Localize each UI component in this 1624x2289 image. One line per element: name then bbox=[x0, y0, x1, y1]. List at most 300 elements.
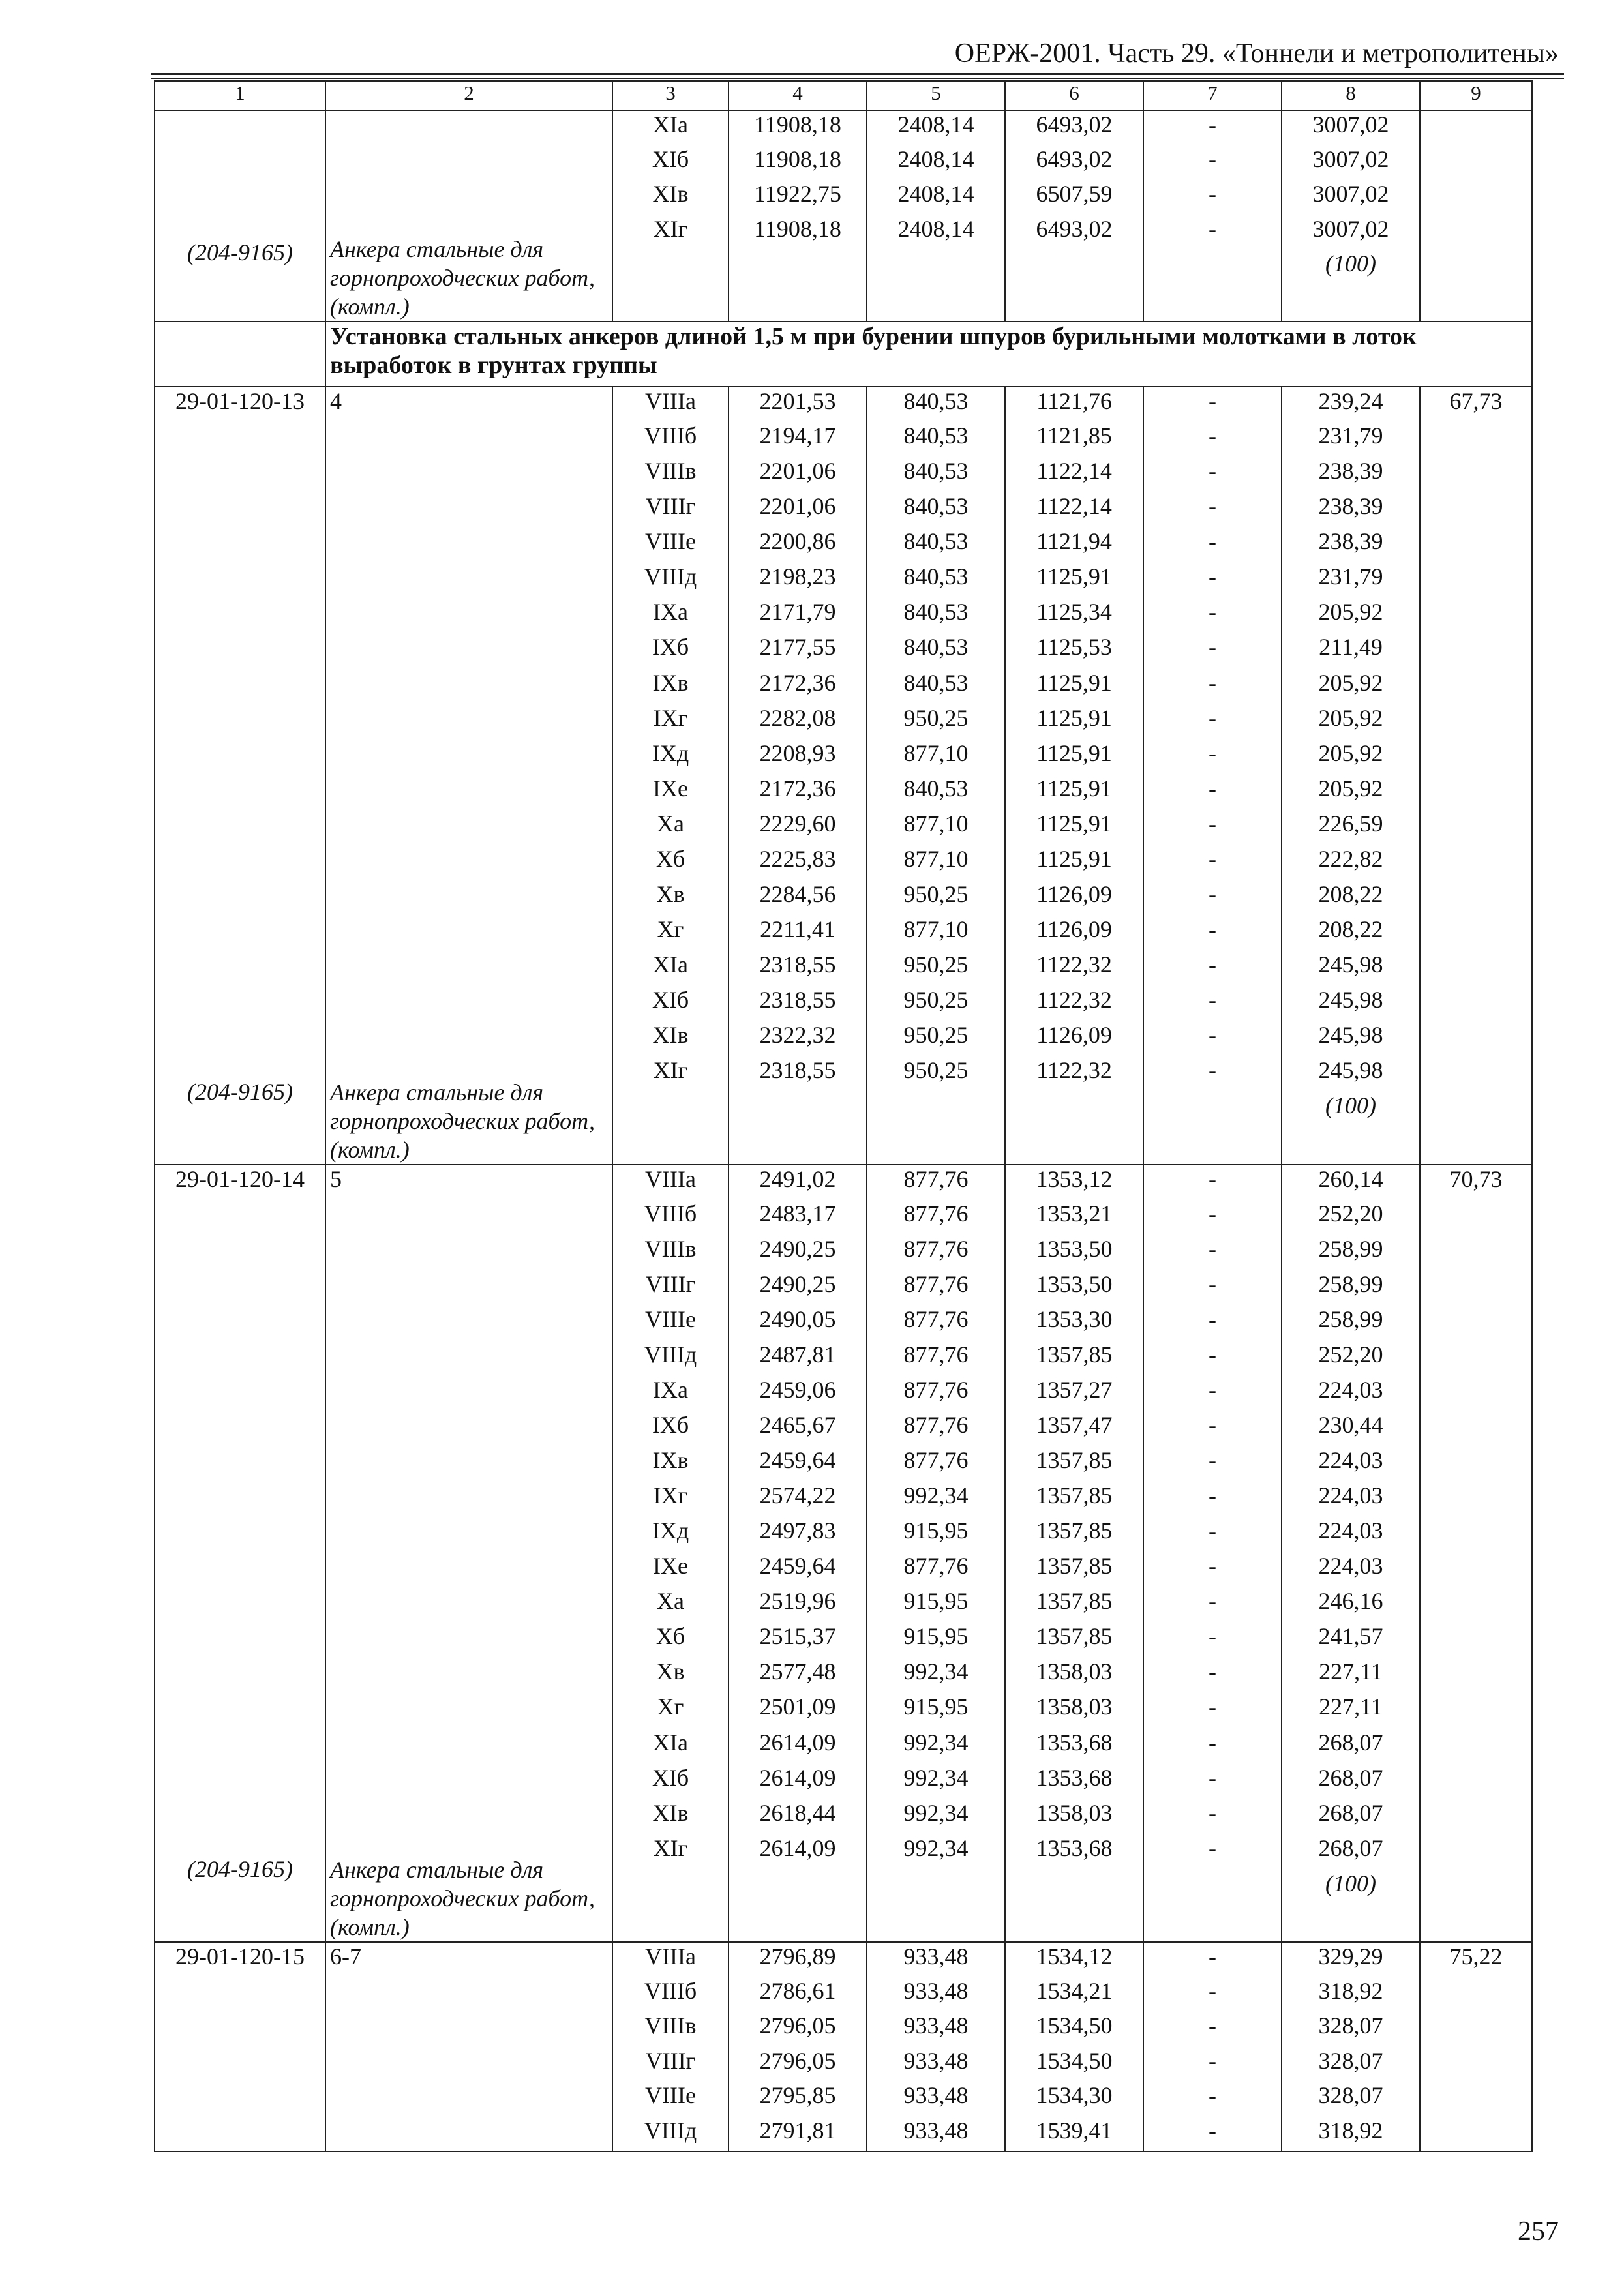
cell-group-class: XIа bbox=[612, 110, 729, 145]
cell-direct-cost: 2487,81 bbox=[729, 1341, 867, 1376]
cell-group-class: VIIIг bbox=[612, 1270, 729, 1306]
cell-materials-cost: 268,07 bbox=[1282, 1729, 1420, 1764]
cell-materials-cost: 224,03 bbox=[1282, 1552, 1420, 1587]
column-number: 8 bbox=[1282, 81, 1420, 110]
cell-operators-wage: - bbox=[1143, 810, 1282, 845]
cell-direct-cost: 2208,93 bbox=[729, 740, 867, 775]
cell-labor-cost: 877,76 bbox=[867, 1446, 1005, 1482]
cell-machine-cost: 1125,91 bbox=[1005, 775, 1143, 810]
column-number: 9 bbox=[1420, 81, 1532, 110]
cell-operators-wage: - bbox=[1143, 775, 1282, 810]
cell-labor-cost: 950,25 bbox=[867, 880, 1005, 916]
cell-labor-cost: 840,53 bbox=[867, 492, 1005, 528]
cell-group-class: XIв bbox=[612, 180, 729, 215]
cell-direct-cost: 2490,05 bbox=[729, 1306, 867, 1341]
cell-direct-cost: 2483,17 bbox=[729, 1200, 867, 1235]
cell-operators-wage: - bbox=[1143, 1306, 1282, 1341]
cell-direct-cost: 2201,53 bbox=[729, 387, 867, 422]
empty-cell bbox=[867, 250, 1005, 322]
cell-materials-cost: 227,11 bbox=[1282, 1693, 1420, 1728]
cell-labor-cost: 877,76 bbox=[867, 1376, 1005, 1411]
cell-operators-wage: - bbox=[1143, 563, 1282, 598]
code-cell bbox=[155, 110, 325, 322]
empty-cell bbox=[1143, 1870, 1282, 1942]
cell-group-class: VIIIг bbox=[612, 2047, 729, 2082]
cell-direct-cost: 2282,08 bbox=[729, 704, 867, 740]
rates-table-body bbox=[155, 81, 1532, 2151]
cell-machine-cost: 1125,53 bbox=[1005, 633, 1143, 668]
note-code: (204-9165) bbox=[187, 1078, 293, 1105]
cell-materials-cost: 227,11 bbox=[1282, 1658, 1420, 1693]
table-row bbox=[155, 110, 1532, 145]
cell-operators-wage: - bbox=[1143, 740, 1282, 775]
cell-group-class: IXг bbox=[612, 1482, 729, 1517]
labor-hours-cell: 75,22 bbox=[1420, 1942, 1532, 2151]
cell-machine-cost: 6507,59 bbox=[1005, 180, 1143, 215]
cell-operators-wage: - bbox=[1143, 880, 1282, 916]
cell-group-class: VIIIа bbox=[612, 387, 729, 422]
cell-direct-cost: 11922,75 bbox=[729, 180, 867, 215]
cell-labor-cost: 877,76 bbox=[867, 1270, 1005, 1306]
cell-direct-cost: 2229,60 bbox=[729, 810, 867, 845]
cell-operators-wage: - bbox=[1143, 1834, 1282, 1870]
cell-group-class: VIIIе bbox=[612, 1306, 729, 1341]
rates-table bbox=[154, 80, 1533, 2152]
cell-materials-cost: 260,14 bbox=[1282, 1165, 1420, 1200]
cell-labor-cost: 950,25 bbox=[867, 1056, 1005, 1092]
cell-materials-cost: 205,92 bbox=[1282, 704, 1420, 740]
cell-materials-cost: 205,92 bbox=[1282, 598, 1420, 633]
cell-labor-cost: 2408,14 bbox=[867, 215, 1005, 250]
cell-machine-cost: 1539,41 bbox=[1005, 2117, 1143, 2152]
cell-group-class: VIIIг bbox=[612, 492, 729, 528]
cell-operators-wage: - bbox=[1143, 180, 1282, 215]
cell-group-class: Xг bbox=[612, 916, 729, 951]
page-header-title: ОЕРЖ-2001. Часть 29. «Тоннели и метрополитены» bbox=[954, 38, 1559, 68]
cell-machine-cost: 1122,32 bbox=[1005, 1056, 1143, 1092]
cell-machine-cost: 1357,85 bbox=[1005, 1517, 1143, 1552]
rate-code: 29-01-120-13 bbox=[175, 388, 305, 414]
cell-machine-cost: 1353,68 bbox=[1005, 1834, 1143, 1870]
cell-machine-cost: 1353,68 bbox=[1005, 1764, 1143, 1799]
cell-direct-cost: 2177,55 bbox=[729, 633, 867, 668]
cell-group-class: IXе bbox=[612, 775, 729, 810]
cell-machine-cost: 6493,02 bbox=[1005, 145, 1143, 181]
cell-machine-cost: 1121,76 bbox=[1005, 387, 1143, 422]
cell-materials-cost: 328,07 bbox=[1282, 2012, 1420, 2047]
cell-labor-cost: 950,25 bbox=[867, 986, 1005, 1021]
cell-group-class: XIг bbox=[612, 1834, 729, 1870]
page-number: 257 bbox=[1518, 2217, 1559, 2247]
cell-operators-wage: - bbox=[1143, 2012, 1282, 2047]
cell-machine-cost: 1357,85 bbox=[1005, 1482, 1143, 1517]
cell-operators-wage: - bbox=[1143, 1446, 1282, 1482]
section-row bbox=[155, 322, 1532, 387]
note-qty-cell bbox=[1282, 250, 1420, 322]
cell-labor-cost: 877,76 bbox=[867, 1235, 1005, 1270]
cell-group-class: VIIIв bbox=[612, 1235, 729, 1270]
cell-materials-cost: 205,92 bbox=[1282, 669, 1420, 704]
cell-machine-cost: 1357,47 bbox=[1005, 1411, 1143, 1446]
cell-group-class: Xв bbox=[612, 880, 729, 916]
cell-materials-cost: 318,92 bbox=[1282, 2117, 1420, 2152]
cell-direct-cost: 2796,05 bbox=[729, 2047, 867, 2082]
cell-operators-wage: - bbox=[1143, 845, 1282, 880]
cell-direct-cost: 2318,55 bbox=[729, 986, 867, 1021]
cell-operators-wage: - bbox=[1143, 1270, 1282, 1306]
cell-operators-wage: - bbox=[1143, 1942, 1282, 1977]
name-cell bbox=[325, 110, 612, 322]
cell-machine-cost: 1125,91 bbox=[1005, 704, 1143, 740]
cell-machine-cost: 1357,27 bbox=[1005, 1376, 1143, 1411]
empty-cell bbox=[1420, 110, 1532, 322]
cell-direct-cost: 2172,36 bbox=[729, 775, 867, 810]
cell-labor-cost: 915,95 bbox=[867, 1587, 1005, 1623]
cell-operators-wage: - bbox=[1143, 1799, 1282, 1834]
cell-operators-wage: - bbox=[1143, 528, 1282, 563]
cell-operators-wage: - bbox=[1143, 1693, 1282, 1728]
cell-materials-cost: 245,98 bbox=[1282, 986, 1420, 1021]
cell-materials-cost: 231,79 bbox=[1282, 563, 1420, 598]
cell-operators-wage: - bbox=[1143, 145, 1282, 181]
empty-cell bbox=[612, 250, 729, 322]
cell-direct-cost: 2574,22 bbox=[729, 1482, 867, 1517]
cell-materials-cost: 230,44 bbox=[1282, 1411, 1420, 1446]
cell-machine-cost: 1353,12 bbox=[1005, 1165, 1143, 1200]
cell-machine-cost: 1357,85 bbox=[1005, 1341, 1143, 1376]
cell-operators-wage: - bbox=[1143, 2117, 1282, 2152]
cell-machine-cost: 1353,30 bbox=[1005, 1306, 1143, 1341]
note-qty-cell bbox=[1282, 1870, 1420, 1942]
cell-materials-cost: 208,22 bbox=[1282, 916, 1420, 951]
cell-group-class: VIIIа bbox=[612, 1942, 729, 1977]
cell-direct-cost: 2491,02 bbox=[729, 1165, 867, 1200]
cell-direct-cost: 2791,81 bbox=[729, 2117, 867, 2152]
cell-labor-cost: 933,48 bbox=[867, 2047, 1005, 2082]
cell-direct-cost: 2201,06 bbox=[729, 457, 867, 492]
cell-group-class: XIб bbox=[612, 986, 729, 1021]
name-cell bbox=[325, 387, 612, 1165]
cell-group-class: IXв bbox=[612, 1446, 729, 1482]
cell-materials-cost: 268,07 bbox=[1282, 1764, 1420, 1799]
cell-machine-cost: 1125,91 bbox=[1005, 845, 1143, 880]
cell-materials-cost: 252,20 bbox=[1282, 1341, 1420, 1376]
cell-labor-cost: 877,76 bbox=[867, 1411, 1005, 1446]
cell-direct-cost: 2796,05 bbox=[729, 2012, 867, 2047]
column-number: 4 bbox=[729, 81, 867, 110]
cell-materials-cost: 268,07 bbox=[1282, 1834, 1420, 1870]
cell-group-class: VIIIв bbox=[612, 457, 729, 492]
cell-labor-cost: 840,53 bbox=[867, 387, 1005, 422]
cell-machine-cost: 1534,12 bbox=[1005, 1942, 1143, 1977]
cell-machine-cost: 1121,85 bbox=[1005, 422, 1143, 457]
cell-group-class: VIIIв bbox=[612, 2012, 729, 2047]
cell-materials-cost: 238,39 bbox=[1282, 528, 1420, 563]
empty-cell bbox=[612, 1092, 729, 1164]
cell-labor-cost: 877,76 bbox=[867, 1341, 1005, 1376]
cell-group-class: XIв bbox=[612, 1021, 729, 1056]
cell-group-class: XIг bbox=[612, 215, 729, 250]
cell-direct-cost: 2519,96 bbox=[729, 1587, 867, 1623]
cell-group-class: VIIIб bbox=[612, 422, 729, 457]
column-number: 6 bbox=[1005, 81, 1143, 110]
cell-machine-cost: 1358,03 bbox=[1005, 1658, 1143, 1693]
cell-group-class: XIб bbox=[612, 1764, 729, 1799]
cell-materials-cost: 3007,02 bbox=[1282, 110, 1420, 145]
cell-direct-cost: 2614,09 bbox=[729, 1729, 867, 1764]
labor-hours-cell: 70,73 bbox=[1420, 1165, 1532, 1943]
cell-direct-cost: 2796,89 bbox=[729, 1942, 867, 1977]
cell-operators-wage: - bbox=[1143, 1341, 1282, 1376]
cell-labor-cost: 840,53 bbox=[867, 457, 1005, 492]
cell-labor-cost: 933,48 bbox=[867, 2117, 1005, 2152]
cell-labor-cost: 992,34 bbox=[867, 1834, 1005, 1870]
note-quantity: (100) bbox=[1325, 250, 1376, 277]
cell-machine-cost: 1126,09 bbox=[1005, 916, 1143, 951]
cell-group-class: IXб bbox=[612, 1411, 729, 1446]
cell-labor-cost: 2408,14 bbox=[867, 145, 1005, 181]
cell-machine-cost: 1534,21 bbox=[1005, 1977, 1143, 2012]
cell-machine-cost: 1357,85 bbox=[1005, 1623, 1143, 1658]
cell-machine-cost: 1353,50 bbox=[1005, 1270, 1143, 1306]
cell-labor-cost: 933,48 bbox=[867, 1942, 1005, 1977]
cell-materials-cost: 3007,02 bbox=[1282, 215, 1420, 250]
cell-machine-cost: 1122,32 bbox=[1005, 951, 1143, 986]
empty-cell bbox=[1143, 1092, 1282, 1164]
cell-operators-wage: - bbox=[1143, 1200, 1282, 1235]
cell-direct-cost: 2459,06 bbox=[729, 1376, 867, 1411]
cell-machine-cost: 1358,03 bbox=[1005, 1799, 1143, 1834]
cell-materials-cost: 258,99 bbox=[1282, 1306, 1420, 1341]
cell-machine-cost: 1534,50 bbox=[1005, 2012, 1143, 2047]
column-number: 2 bbox=[325, 81, 612, 110]
cell-direct-cost: 11908,18 bbox=[729, 145, 867, 181]
note-qty-cell bbox=[1282, 1092, 1420, 1164]
cell-materials-cost: 226,59 bbox=[1282, 810, 1420, 845]
cell-direct-cost: 2795,85 bbox=[729, 2082, 867, 2117]
cell-labor-cost: 877,76 bbox=[867, 1552, 1005, 1587]
cell-labor-cost: 840,53 bbox=[867, 422, 1005, 457]
cell-materials-cost: 246,16 bbox=[1282, 1587, 1420, 1623]
cell-machine-cost: 1126,09 bbox=[1005, 880, 1143, 916]
cell-labor-cost: 840,53 bbox=[867, 775, 1005, 810]
cell-operators-wage: - bbox=[1143, 1165, 1282, 1200]
cell-machine-cost: 6493,02 bbox=[1005, 215, 1143, 250]
cell-direct-cost: 2172,36 bbox=[729, 669, 867, 704]
cell-operators-wage: - bbox=[1143, 669, 1282, 704]
cell-direct-cost: 2201,06 bbox=[729, 492, 867, 528]
cell-operators-wage: - bbox=[1143, 1411, 1282, 1446]
cell-materials-cost: 208,22 bbox=[1282, 880, 1420, 916]
cell-materials-cost: 238,39 bbox=[1282, 492, 1420, 528]
cell-machine-cost: 1125,34 bbox=[1005, 598, 1143, 633]
cell-direct-cost: 2194,17 bbox=[729, 422, 867, 457]
cell-materials-cost: 252,20 bbox=[1282, 1200, 1420, 1235]
cell-materials-cost: 238,39 bbox=[1282, 457, 1420, 492]
cell-operators-wage: - bbox=[1143, 1729, 1282, 1764]
cell-materials-cost: 328,07 bbox=[1282, 2047, 1420, 2082]
cell-direct-cost: 2501,09 bbox=[729, 1693, 867, 1728]
cell-group-class: Xб bbox=[612, 1623, 729, 1658]
cell-materials-cost: 258,99 bbox=[1282, 1270, 1420, 1306]
cell-materials-cost: 239,24 bbox=[1282, 387, 1420, 422]
note-code: (204-9165) bbox=[187, 1856, 293, 1882]
cell-direct-cost: 2465,67 bbox=[729, 1411, 867, 1446]
cell-materials-cost: 224,03 bbox=[1282, 1482, 1420, 1517]
cell-operators-wage: - bbox=[1143, 215, 1282, 250]
cell-direct-cost: 2490,25 bbox=[729, 1235, 867, 1270]
note-name: Анкера стальные для горнопроходческих работ, (компл.) bbox=[330, 236, 595, 320]
cell-machine-cost: 1534,50 bbox=[1005, 2047, 1143, 2082]
cell-materials-cost: 328,07 bbox=[1282, 2082, 1420, 2117]
cell-direct-cost: 2577,48 bbox=[729, 1658, 867, 1693]
cell-materials-cost: 245,98 bbox=[1282, 951, 1420, 986]
cell-labor-cost: 840,53 bbox=[867, 528, 1005, 563]
cell-group-class: VIIIд bbox=[612, 1341, 729, 1376]
column-number-row bbox=[155, 81, 1532, 110]
cell-machine-cost: 1121,94 bbox=[1005, 528, 1143, 563]
cell-group-class: VIIIб bbox=[612, 1977, 729, 2012]
empty-cell bbox=[155, 322, 325, 387]
cell-labor-cost: 992,34 bbox=[867, 1729, 1005, 1764]
cell-materials-cost: 205,92 bbox=[1282, 740, 1420, 775]
cell-group-class: IXг bbox=[612, 704, 729, 740]
cell-group-class: VIIIд bbox=[612, 2117, 729, 2152]
cell-machine-cost: 1126,09 bbox=[1005, 1021, 1143, 1056]
cell-operators-wage: - bbox=[1143, 951, 1282, 986]
note-quantity: (100) bbox=[1325, 1092, 1376, 1119]
cell-labor-cost: 915,95 bbox=[867, 1517, 1005, 1552]
cell-direct-cost: 2284,56 bbox=[729, 880, 867, 916]
cell-direct-cost: 2318,55 bbox=[729, 951, 867, 986]
cell-group-class: IXб bbox=[612, 633, 729, 668]
cell-materials-cost: 268,07 bbox=[1282, 1799, 1420, 1834]
cell-machine-cost: 1353,50 bbox=[1005, 1235, 1143, 1270]
cell-materials-cost: 318,92 bbox=[1282, 1977, 1420, 2012]
cell-group-class: IXд bbox=[612, 1517, 729, 1552]
cell-materials-cost: 224,03 bbox=[1282, 1517, 1420, 1552]
cell-machine-cost: 1357,85 bbox=[1005, 1587, 1143, 1623]
cell-machine-cost: 1357,85 bbox=[1005, 1446, 1143, 1482]
cell-operators-wage: - bbox=[1143, 633, 1282, 668]
cell-labor-cost: 877,10 bbox=[867, 810, 1005, 845]
cell-labor-cost: 992,34 bbox=[867, 1658, 1005, 1693]
soil-group: 6-7 bbox=[330, 1943, 361, 1969]
name-cell bbox=[325, 1165, 612, 1943]
note-name: Анкера стальные для горнопроходческих работ, (компл.) bbox=[330, 1079, 595, 1163]
cell-labor-cost: 933,48 bbox=[867, 1977, 1005, 2012]
empty-cell bbox=[729, 250, 867, 322]
cell-machine-cost: 1353,68 bbox=[1005, 1729, 1143, 1764]
cell-labor-cost: 950,25 bbox=[867, 951, 1005, 986]
cell-operators-wage: - bbox=[1143, 1056, 1282, 1092]
header-rule-thin bbox=[151, 78, 1564, 79]
empty-cell bbox=[729, 1092, 867, 1164]
column-number: 3 bbox=[612, 81, 729, 110]
cell-labor-cost: 950,25 bbox=[867, 1021, 1005, 1056]
cell-direct-cost: 2459,64 bbox=[729, 1552, 867, 1587]
cell-group-class: VIIIд bbox=[612, 563, 729, 598]
cell-labor-cost: 840,53 bbox=[867, 563, 1005, 598]
cell-labor-cost: 950,25 bbox=[867, 704, 1005, 740]
cell-labor-cost: 915,95 bbox=[867, 1623, 1005, 1658]
cell-machine-cost: 6493,02 bbox=[1005, 110, 1143, 145]
cell-direct-cost: 2198,23 bbox=[729, 563, 867, 598]
cell-group-class: Xа bbox=[612, 1587, 729, 1623]
header-rule bbox=[151, 73, 1564, 75]
cell-group-class: Xв bbox=[612, 1658, 729, 1693]
cell-operators-wage: - bbox=[1143, 1552, 1282, 1587]
cell-group-class: XIг bbox=[612, 1056, 729, 1092]
empty-cell bbox=[1005, 250, 1143, 322]
cell-operators-wage: - bbox=[1143, 1235, 1282, 1270]
empty-cell bbox=[1005, 1092, 1143, 1164]
cell-materials-cost: 222,82 bbox=[1282, 845, 1420, 880]
name-cell bbox=[325, 1942, 612, 2151]
cell-materials-cost: 224,03 bbox=[1282, 1376, 1420, 1411]
cell-labor-cost: 992,34 bbox=[867, 1799, 1005, 1834]
cell-labor-cost: 877,76 bbox=[867, 1200, 1005, 1235]
cell-operators-wage: - bbox=[1143, 1517, 1282, 1552]
note-quantity: (100) bbox=[1325, 1870, 1376, 1896]
cell-group-class: VIIIе bbox=[612, 2082, 729, 2117]
cell-labor-cost: 877,10 bbox=[867, 845, 1005, 880]
code-cell bbox=[155, 387, 325, 1165]
empty-cell bbox=[1005, 1870, 1143, 1942]
cell-group-class: VIIIе bbox=[612, 528, 729, 563]
cell-machine-cost: 1122,14 bbox=[1005, 457, 1143, 492]
cell-labor-cost: 992,34 bbox=[867, 1764, 1005, 1799]
cell-materials-cost: 211,49 bbox=[1282, 633, 1420, 668]
cell-labor-cost: 877,76 bbox=[867, 1165, 1005, 1200]
cell-direct-cost: 11908,18 bbox=[729, 215, 867, 250]
cell-machine-cost: 1122,14 bbox=[1005, 492, 1143, 528]
cell-labor-cost: 877,10 bbox=[867, 740, 1005, 775]
cell-group-class: IXв bbox=[612, 669, 729, 704]
cell-labor-cost: 992,34 bbox=[867, 1482, 1005, 1517]
empty-cell bbox=[1143, 250, 1282, 322]
cell-direct-cost: 2171,79 bbox=[729, 598, 867, 633]
cell-direct-cost: 2211,41 bbox=[729, 916, 867, 951]
empty-cell bbox=[612, 1870, 729, 1942]
cell-direct-cost: 2786,61 bbox=[729, 1977, 867, 2012]
cell-materials-cost: 329,29 bbox=[1282, 1942, 1420, 1977]
labor-hours-cell: 67,73 bbox=[1420, 387, 1532, 1165]
cell-operators-wage: - bbox=[1143, 916, 1282, 951]
empty-cell bbox=[729, 1870, 867, 1942]
cell-operators-wage: - bbox=[1143, 422, 1282, 457]
cell-machine-cost: 1125,91 bbox=[1005, 740, 1143, 775]
cell-operators-wage: - bbox=[1143, 110, 1282, 145]
empty-cell bbox=[867, 1870, 1005, 1942]
cell-group-class: IXа bbox=[612, 1376, 729, 1411]
cell-operators-wage: - bbox=[1143, 1623, 1282, 1658]
column-number: 1 bbox=[155, 81, 325, 110]
cell-labor-cost: 840,53 bbox=[867, 598, 1005, 633]
column-number: 5 bbox=[867, 81, 1005, 110]
rate-code: 29-01-120-15 bbox=[175, 1943, 305, 1969]
note-name: Анкера стальные для горнопроходческих работ, (компл.) bbox=[330, 1857, 595, 1940]
cell-operators-wage: - bbox=[1143, 2047, 1282, 2082]
cell-direct-cost: 11908,18 bbox=[729, 110, 867, 145]
cell-direct-cost: 2515,37 bbox=[729, 1623, 867, 1658]
section-title: Установка стальных анкеров длиной 1,5 м при бурении шпуров бурильными молотками в лоток выработок в грунтах группы bbox=[325, 322, 1532, 387]
cell-group-class: IXд bbox=[612, 740, 729, 775]
cell-machine-cost: 1358,03 bbox=[1005, 1693, 1143, 1728]
cell-direct-cost: 2459,64 bbox=[729, 1446, 867, 1482]
cell-group-class: IXе bbox=[612, 1552, 729, 1587]
cell-operators-wage: - bbox=[1143, 1021, 1282, 1056]
